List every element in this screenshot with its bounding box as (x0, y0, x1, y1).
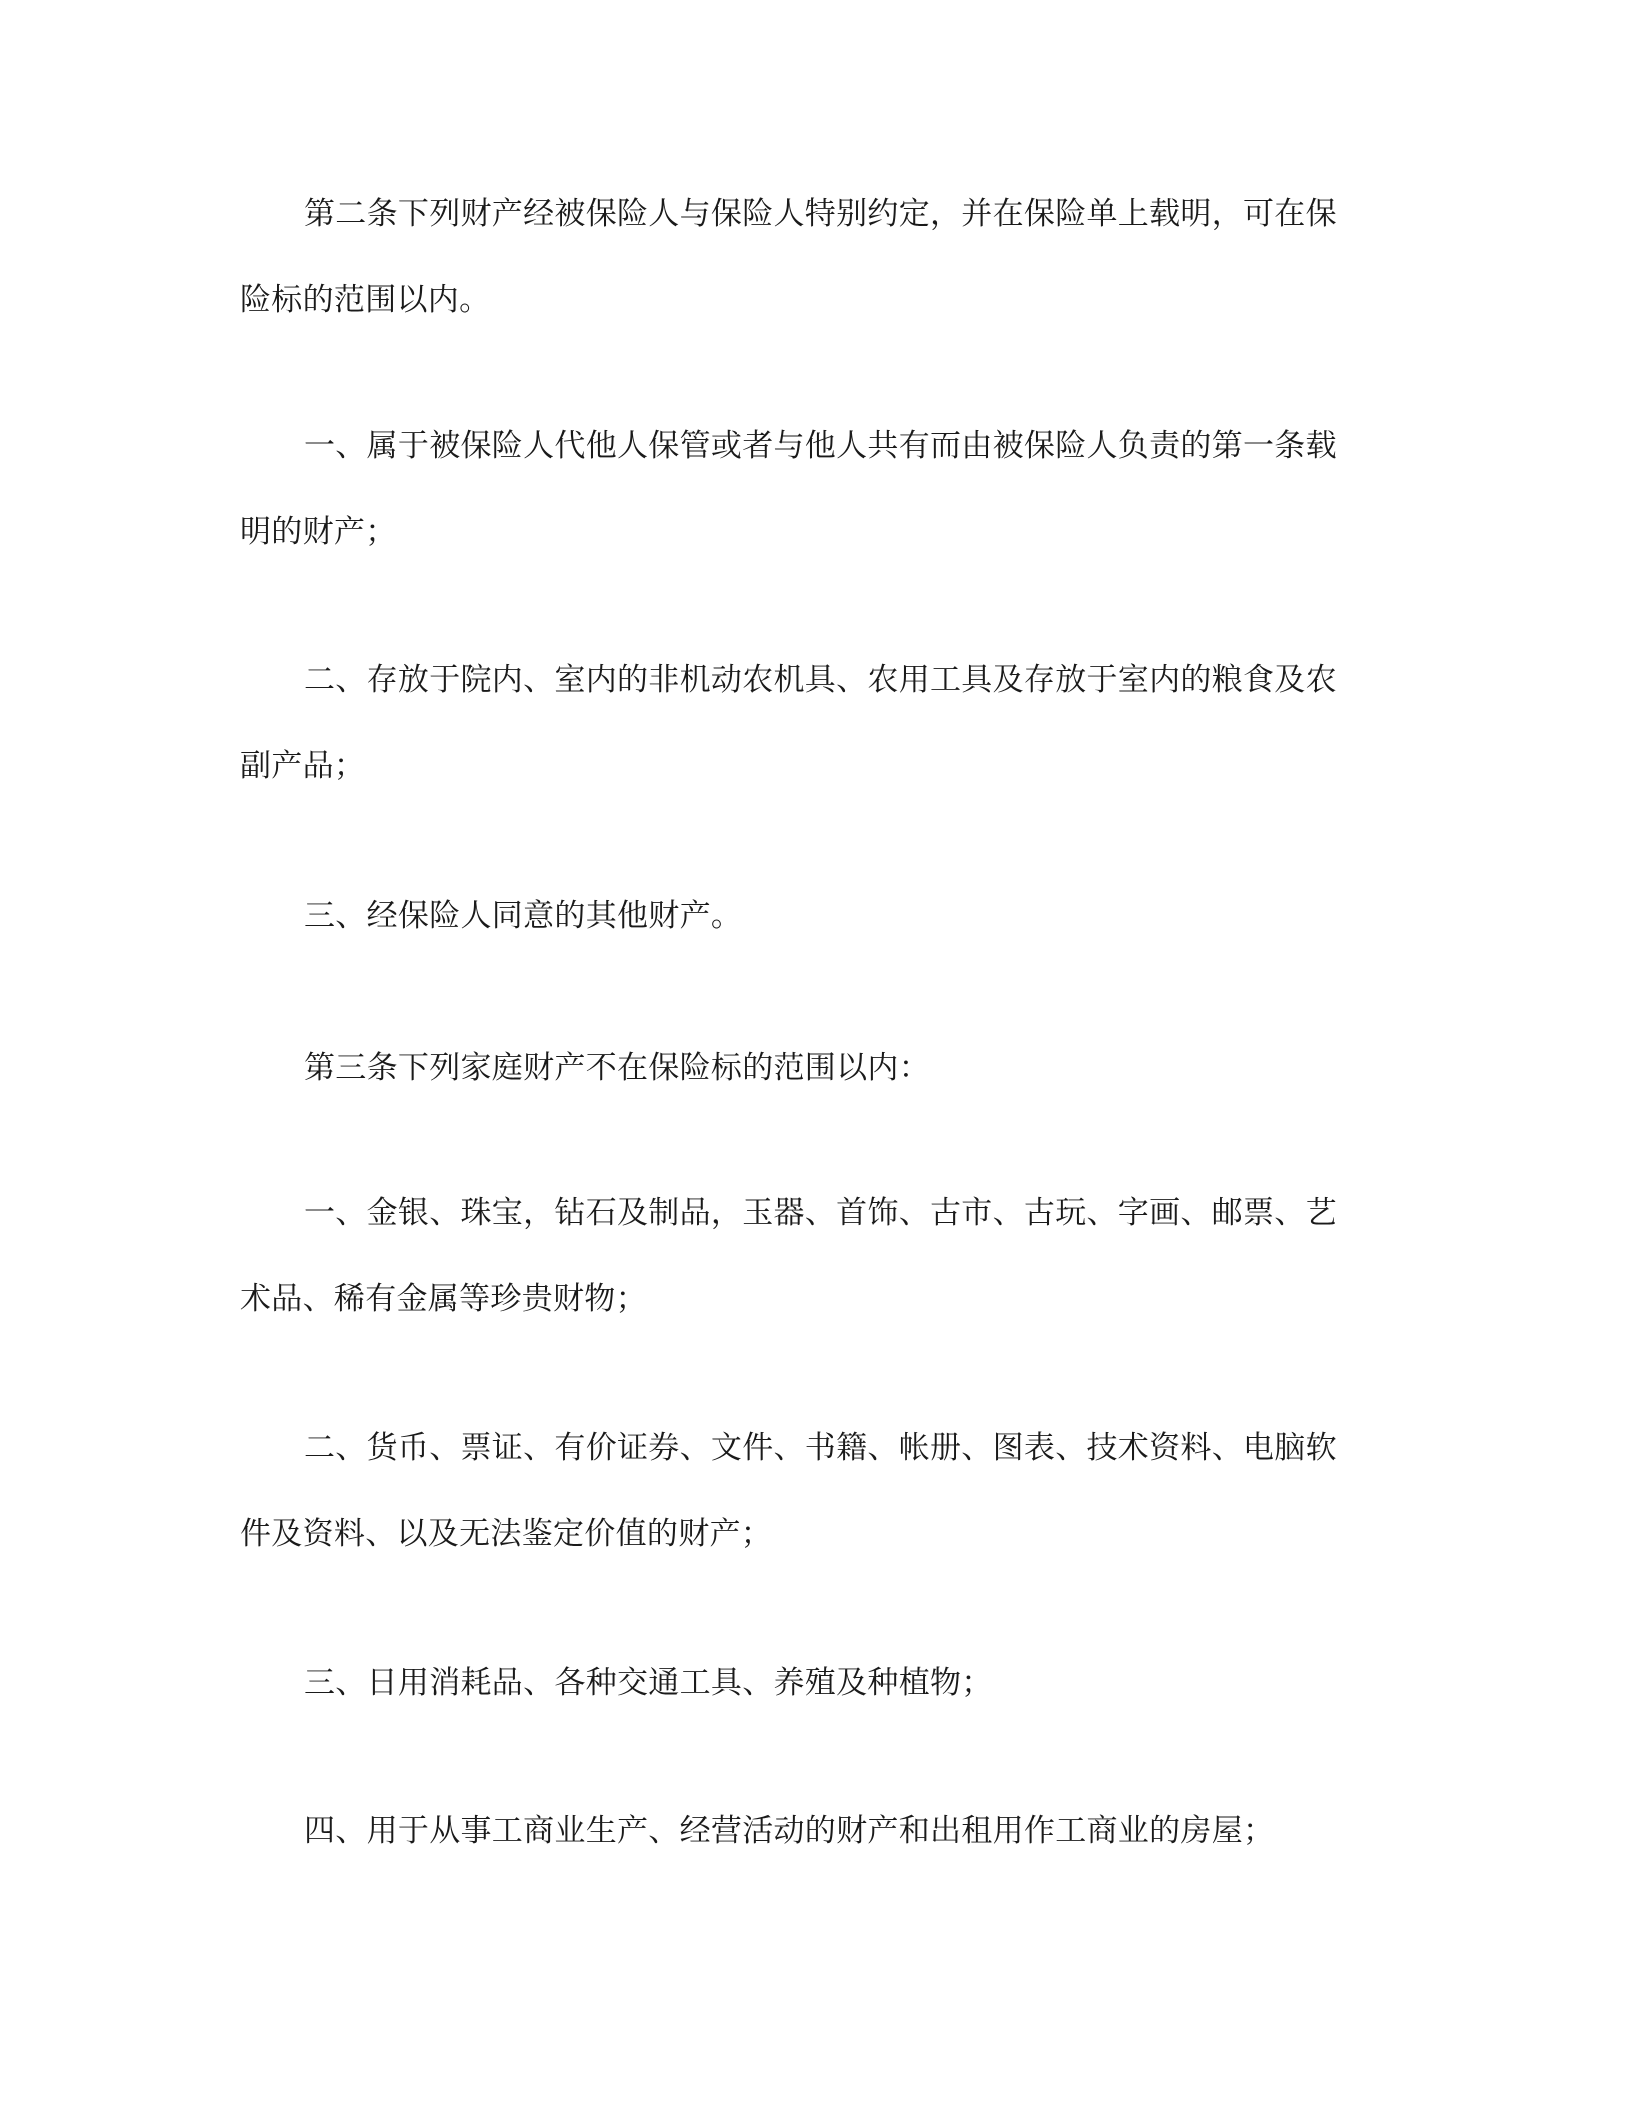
paragraph-article-2: 第二条下列财产经被保险人与保险人特别约定，并在保险单上载明，可在保险标的范围以内。 (240, 196, 1337, 318)
paragraph-article-2-item-2: 二、存放于院内、室内的非机动农机具、农用工具及存放于室内的粮食及农副产品； (240, 662, 1337, 784)
paragraph-article-3-item-3: 三、日用消耗品、各种交通工具、养殖及种植物； (304, 1665, 993, 1701)
paragraph-article-3-item-4: 四、用于从事工商业生产、经营活动的财产和出租用作工商业的房屋； (304, 1813, 1275, 1849)
paragraph-article-2-item-1: 一、属于被保险人代他人保管或者与他人共有而由被保险人负责的第一条载明的财产； (240, 428, 1337, 550)
paragraph-article-3-item-2: 二、货币、票证、有价证券、文件、书籍、帐册、图表、技术资料、电脑软件及资料、以及无法鉴定价值的财产； (240, 1430, 1337, 1552)
paragraph-article-2-item-3: 三、经保险人同意的其他财产。 (304, 898, 743, 934)
paragraph-article-3: 第三条下列家庭财产不在保险标的范围以内： (304, 1050, 930, 1086)
paragraph-article-3-item-1: 一、金银、珠宝，钻石及制品，玉器、首饰、古市、古玩、字画、邮票、艺术品、稀有金属等珍贵财物； (240, 1195, 1337, 1317)
